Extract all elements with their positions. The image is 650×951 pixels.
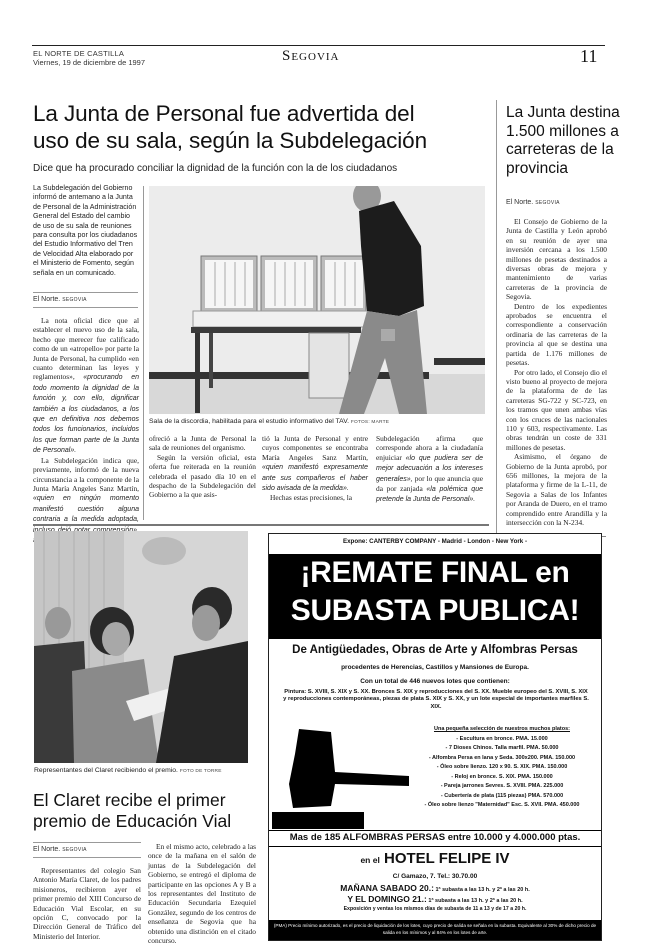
ad-carpets: Mas de 185 ALFOMBRAS PERSAS entre 10.000 y 4.000.000 ptas. [289,832,581,843]
photo-credit: FOTOS: MARTE [350,420,390,425]
ad-date-1: MAÑANA SABADO 20.: 1ª subasta a las 13 h. y 2ª a las 20 h. [340,883,530,893]
main-byline [33,296,87,303]
section-title: Segovia [282,48,340,64]
paragraph: La nota oficial dice que al establecer el nuevo uso de la sala, hecho que merecer fue calificado como de un «atropello» por parte la Junta de Personal, ha cumplido «en cuanto determinan las leyes y reglamentos», «procurando en todo momento la dignidad de la función y, con ello, dignificar también a los ciudadanos, a los que en definitiva nos debemos todos los funcionarios, incluidos los que forman parte de la Junta de Personal». [33,316,139,455]
photo-illustration [34,531,248,763]
paragraph: Representantes del colegio San Antonio María Claret, de los padres misioneros, recibieron ayer el primer premio del XIII Concurso de Educación Vial Escolar, en su opción C, convocado por la Dirección General de Tráfico del Ministerio del Interior. [33,866,141,941]
ad-dates [269,884,601,906]
ad-exhibitor: Expone: CANTERBY COMPANY - Madrid - London - New York - [342,538,528,545]
main-headline [33,100,483,154]
byline-rule [33,842,141,843]
main-photo-caption: Sala de la discordia, habilitada para el estudio informativo del TAV. FOTOS: MARTE [149,418,390,425]
paragraph: tió la Junta de Personal y entre cuyos componentes se encontraba María Angeles Sanz Martín, «quien manifestó expresamente ante sus compañeros el haber sido avisada de la medida». [262,434,368,493]
byline-rule [33,307,138,308]
photo-illustration [149,186,485,414]
ad-lot-count: Con un total de 446 nuevos lotes que contienen: [360,678,510,685]
ad-lot-description: Pintura: S. XVIII, S. XIX y S. XX. Bronces S. XIX y reproducciones del S. XX. Mueble europeo del S. XVIII, S. XIX y reproducciones contemporáneas, piezas de plata S. XIX y S. XX, y un lote especial de importantes marfiles S. XIX. [283,689,589,710]
ad-selection [404,725,600,811]
issue-date: Viernes, 19 de diciembre de 1997 [33,58,146,67]
claret-byline: El Norte. SEGOVIA [33,846,87,853]
ad-selection-item: - Pareja jarrones Sevres. S. XVIII. PMA. 225.000 [440,783,564,789]
ad-rule [269,830,601,831]
award-ceremony-photo [34,531,248,763]
ad-date-2: Y EL DOMINGO 21.: 1ª subasta a las 13 h. y 2ª a las 20 h. [347,894,523,904]
byline-name: El Norte. [33,296,61,303]
main-headline-line-2: uso de su sala, según la Subdelegación [33,128,427,153]
ad-address: C/ Gamazo, 7. Tel.: 30.70.00 [392,873,478,880]
page-number: 11 [580,46,598,66]
byline-place: SEGOVIA [62,297,87,303]
main-column-3 [262,434,368,503]
claret-column-1 [33,866,141,941]
ad-selection-item: - 7 Dioses Chinos. Talla marfil. PMA. 50.000 [445,745,559,751]
paragraph: El Consejo de Gobierno de la Junta de Castilla y León aprobó en su reunión de ayer una inversión cercana a los 1.500 millones de pesetas destinados a diversas obras de mejora y mantenimiento de varias carreteras de la provincia de Segovia. [506,217,607,302]
side-headline: La Junta destina 1.500 millones a carreteras de la provincia [506,104,620,177]
paragraph: Dentro de los expedientes aprobados se encuentra el correspondiente a conservación ordinaria de las carreteras de la provincia al que se destina una partida de 1.176 millones de pesetas. [506,301,607,368]
ad-origin: procedentes de Herencias, Castillos y Mansiones de Europa. [341,664,529,671]
byline-rule [33,292,138,293]
ad-rule [269,846,601,847]
ad-venue: en el HOTEL FELIPE IV [360,850,510,867]
archive-room-photo [149,186,485,414]
column-divider [143,186,144,520]
paragraph: Asimismo, el órgano de Gobierno de la Junta aprobó, por 656 millones, la mejora de la plataforma y firme de la L-11, de Segovia a Salas de los Infantes por Aranda de Duero, en el tramo comprendido entre Arandilla y la intersección con la N-234. [506,452,607,527]
main-lead: La Subdelegación del Gobierno informó de antemano a la Junta de Personal de la Administración General del Estado del cambio de uso de su sala de reuniones para consulta por los ciudadanos del Estudio Informativo del Tren de Velocidad Alta elaborado por el Ministerio de Fomento, según señala en un comunicado. [33,184,138,277]
main-column-4 [376,434,483,505]
main-subheadline: Dice que ha procurado conciliar la dignidad de la función con la de los ciudadanos [33,163,398,174]
paragraph: En el mismo acto, celebrado a las once de la mañana en el salón de juntas de la Subdelegación del Gobierno, se entregó el diploma de participante en las opciones A y B a los representantes del Instituto de Educación Secundaria Ezequiel González, segundo de los centros de enseñanza de Segovia que ha obtenido una distinción en el citado concurso. [148,842,256,946]
main-column-2 [149,434,256,500]
paragraph: Por otro lado, el Consejo dio el visto bueno al proyecto de mejora de la plataforma de de las carreteras SG-722 y SC-723, en los tramos que unen ambas vías con los cruces de las nacionales 110 y 603, respectivamente. Las obras tendrán un coste de 331 millones de pesetas. [506,367,607,452]
masthead-rule [32,45,605,46]
main-headline-line-1: La Junta de Personal fue advertida del [33,101,415,126]
claret-column-2 [148,842,256,945]
gavel-icon [269,724,409,829]
ad-selection-item: - Cubertería de plata (115 piezas) PMA. 570.000 [440,792,564,799]
auction-advertisement [268,533,602,941]
side-byline: El Norte. SEGOVIA [506,199,560,206]
ad-title-block [269,554,601,639]
ad-title-line-1: ¡REMATE FINAL en [300,556,570,589]
byline-rule [33,857,141,858]
side-body [506,217,607,527]
newspaper-name: EL NORTE DE CASTILLA [33,49,125,58]
ad-selection-item: - Óleo sobre lienzo "Maternidad" Esc. S. XVII. PMA. 450.000 [424,802,580,808]
ad-selection-title: Una pequeña selección de nuestros muchos platos: [433,726,570,732]
paragraph: Según la versión oficial, esta oferta fue reiterada en la reunión celebrada el pasado día 10 en el despacho de la Subdelegación del Gobierno a la que asis- [149,452,256,500]
ad-exhibition-hours: Exposición y ventas los mismos días de subasta de 11 a 13 y de 17 a 20 h. [343,906,527,912]
ad-selection-item: - Alfombra Persa en lana y Seda. 300x200. PMA. 150.000 [428,754,576,761]
paragraph: Hechas estas precisiones, la [270,493,353,503]
paragraph: ofreció a la Junta de Personal la sala de reuniones del organismo. [149,434,256,453]
ad-title-line-2: SUBASTA PUBLICA! [290,594,580,627]
main-column-1 [33,316,139,544]
ad-selection-item: - Óleo sobre lienzo. 120 x 90. S. XIX. PMA. 150.000 [436,764,568,770]
section-divider [33,524,489,526]
paragraph: La Subdelegación indica que, previamente, informó de la nueva circunstancia a la componente de la Junta María Angeles Sanz Martín, «quien en ningún momento manifestó cuestión alguna contraria a la medida adoptada, [33,455,139,524]
claret-photo-caption: Representantes del Claret recibiendo el premio. FOTO DE TORRE [34,767,222,774]
photo-credit: FOTO DE TORRE [179,769,222,774]
ad-footer: (PMA) Precio mínimo autorizado, es el precio de liquidación de los lotes, cuyo precio de salida se señala en la subasta. Equivalente al 30% de dicho precio de salida en los mínimos y al 84% en los lotes de arte. [269,920,601,941]
ad-selection-item: - Reloj en bronce. S. XIX. PMA. 150.000 [451,773,553,780]
ad-subtitle: De Antigüedades, Obras de Arte y Alfombras Persas [292,644,578,656]
column-divider [496,100,497,538]
claret-headline: El Claret recibe el primer premio de Educación Vial [33,790,232,831]
paragraph: Subdelegación afirma que corresponde ahora a la ciudadanía enjuiciar «lo que pudiera ser de mejor adecuación a los intereses generales», por lo que anuncia que da por zanjada «la polémica que pretende la Junta de Personal». [376,434,483,504]
ad-selection-item: - Escultura en bronce. PMA. 15.000 [456,735,548,742]
